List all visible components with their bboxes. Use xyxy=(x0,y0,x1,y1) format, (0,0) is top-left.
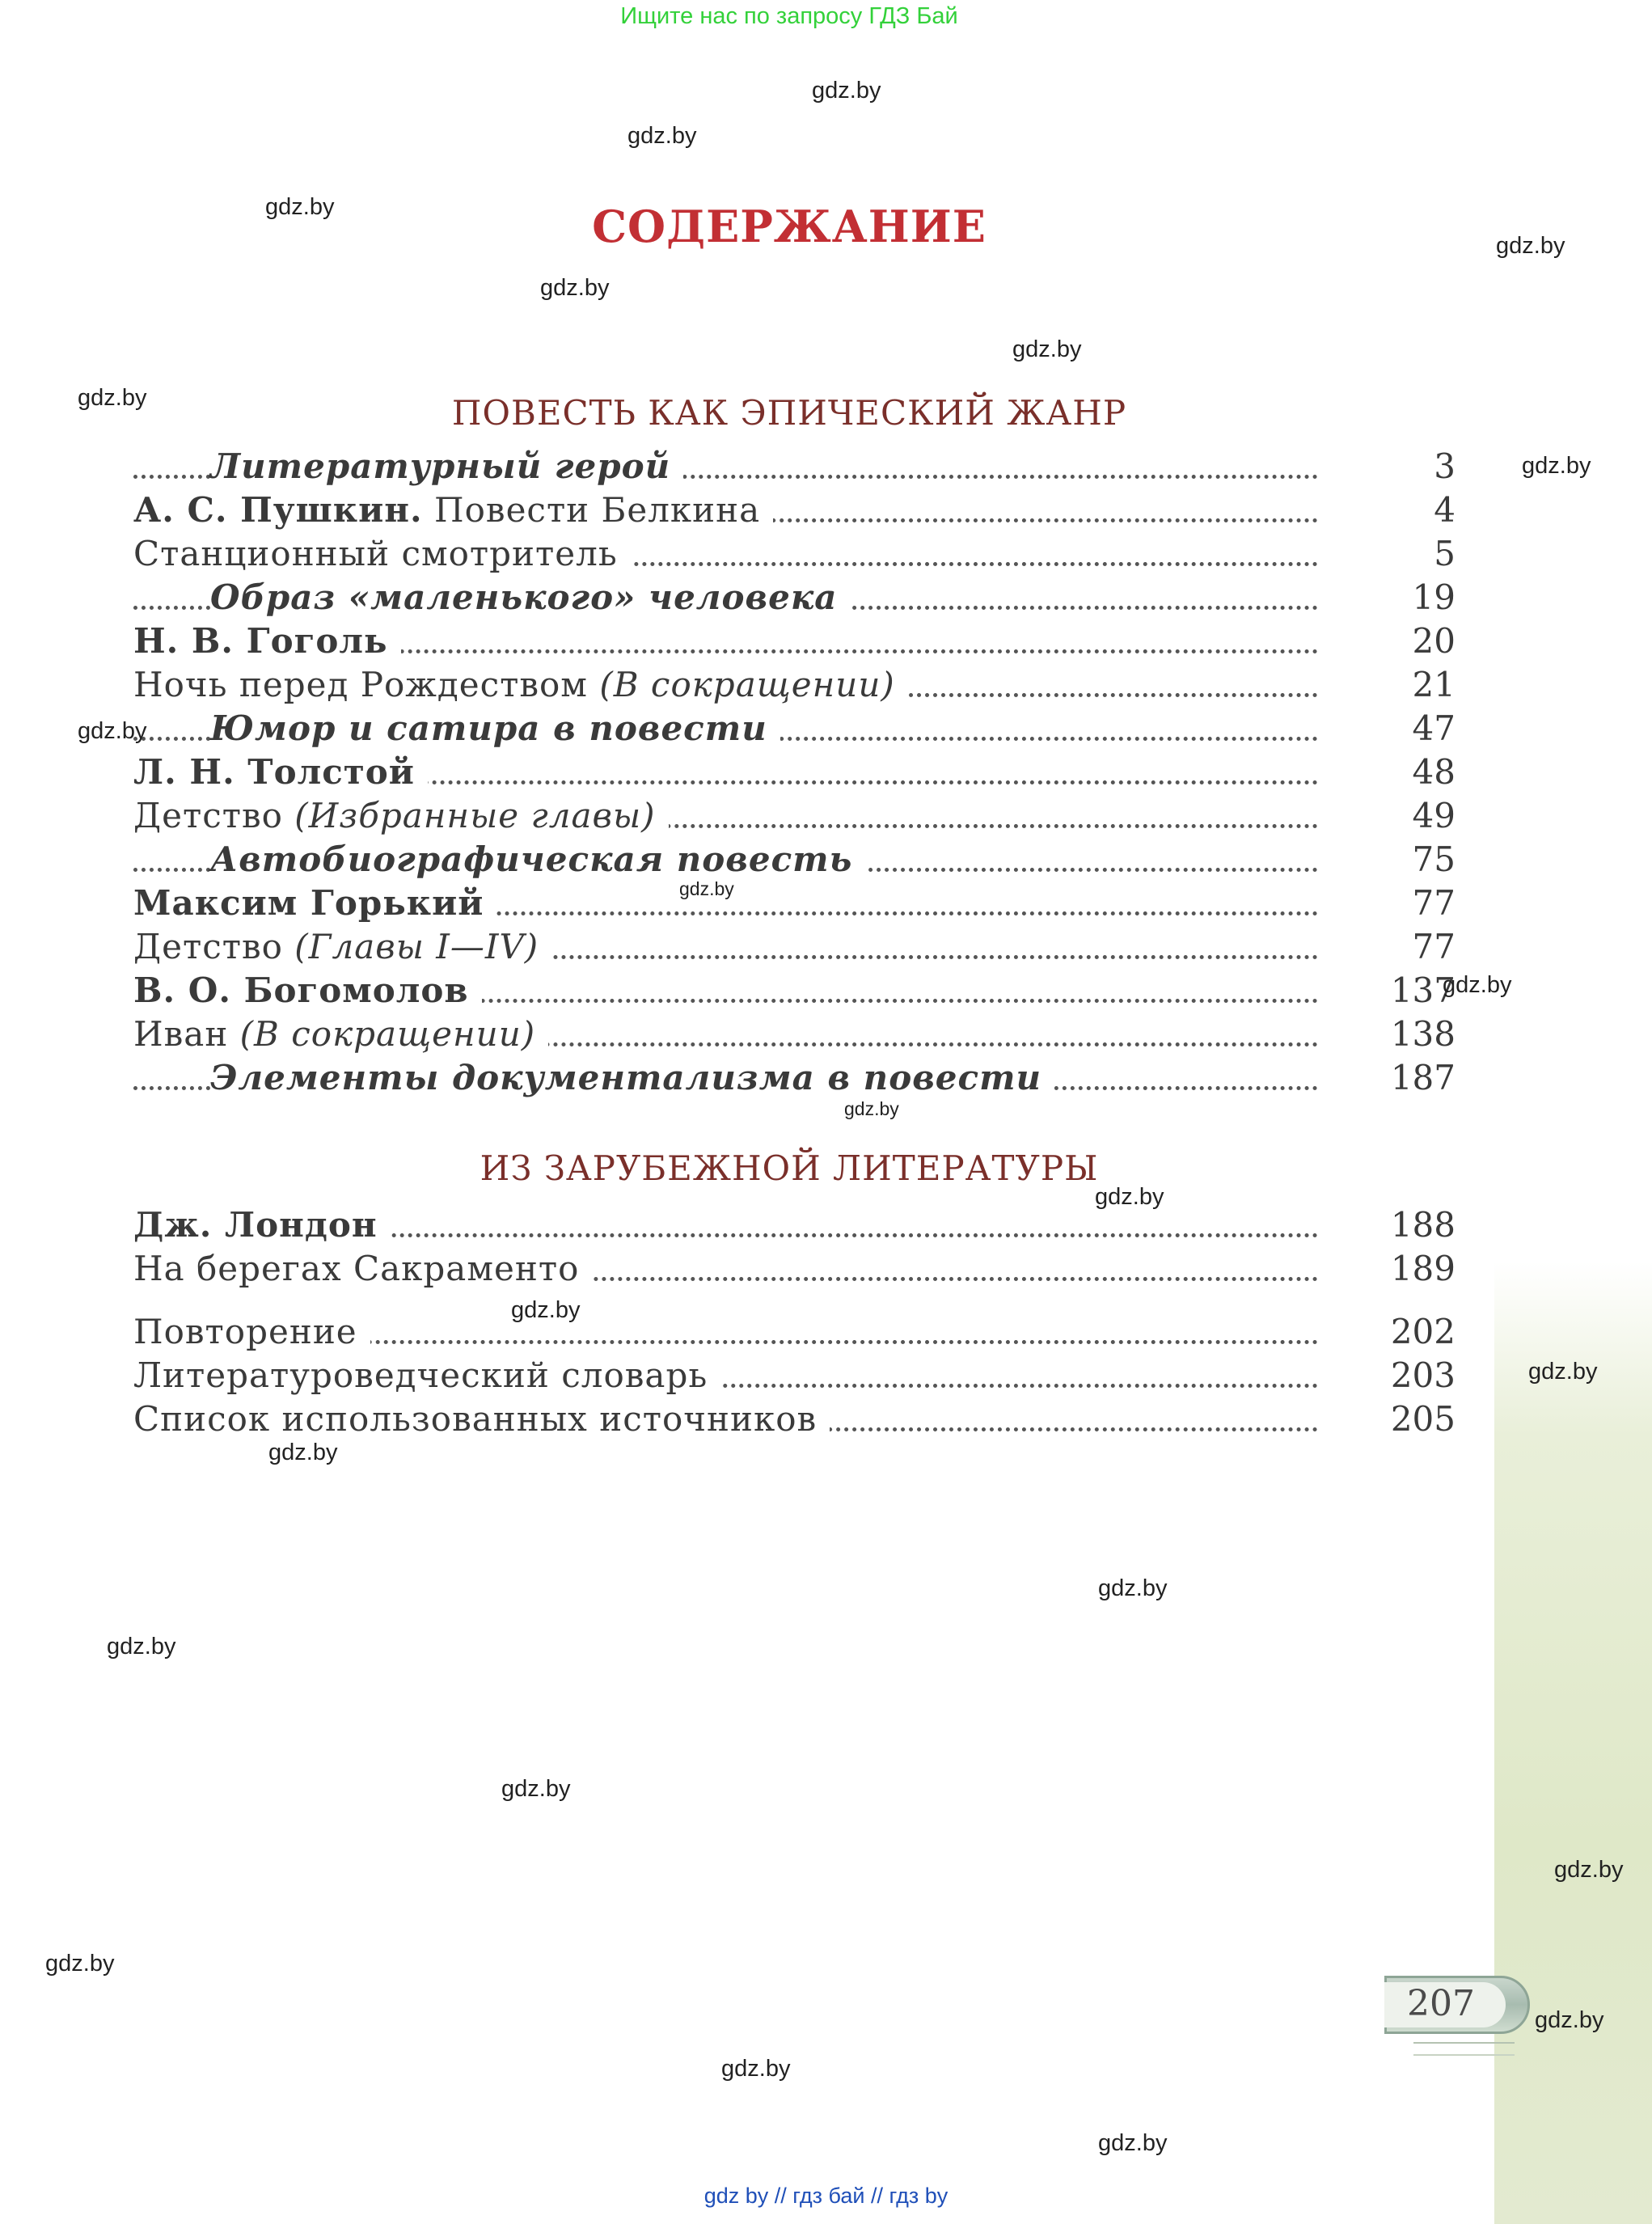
toc-entry[interactable] xyxy=(133,445,1456,488)
toc-entry[interactable] xyxy=(133,1056,1456,1100)
work-title: Повести Белкина xyxy=(422,490,761,530)
toc-entry-page: 203 xyxy=(1390,1355,1456,1395)
toc-entry[interactable] xyxy=(133,1310,1456,1354)
toc-entry[interactable] xyxy=(133,619,1456,663)
toc-entry[interactable] xyxy=(133,925,1456,969)
author-name: А. С. Пушкин. xyxy=(133,490,423,530)
toc-entry-title: Дж. Лондон xyxy=(133,1203,391,1247)
watermark: gdz.by xyxy=(1098,2130,1168,2156)
toc-entry[interactable] xyxy=(133,794,1456,838)
decorative-line xyxy=(1413,2054,1515,2056)
watermark: gdz.by xyxy=(45,1951,115,1977)
work-title: Детство xyxy=(133,927,283,966)
toc-entry[interactable] xyxy=(133,488,1456,532)
toc-entry-title: Л. Н. Толстой xyxy=(133,750,428,794)
section-title-2: ИЗ ЗАРУБЕЖНОЙ ЛИТЕРАТУРЫ xyxy=(480,1148,1099,1188)
work-note: (В сокращении) xyxy=(228,1014,536,1054)
toc-entry-title: Станционный смотритель xyxy=(133,532,631,576)
watermark: gdz.by xyxy=(268,1440,338,1465)
toc-entry-page: 138 xyxy=(1390,1014,1456,1054)
work-title: Ночь перед Рождеством xyxy=(133,665,588,704)
toc-entry-page: 5 xyxy=(1434,534,1456,573)
toc-entry-title: Юмор и сатира в повести xyxy=(210,707,780,750)
toc-entry[interactable] xyxy=(133,882,1456,925)
header-link[interactable]: Ищите нас по запросу ГДЗ Бай xyxy=(620,3,958,29)
work-title: Детство xyxy=(133,796,283,835)
toc-entry[interactable] xyxy=(133,532,1456,576)
watermark: gdz.by xyxy=(679,878,734,899)
toc-entry[interactable] xyxy=(133,1203,1456,1247)
work-note: (В сокращении) xyxy=(587,665,895,704)
watermark: gdz.by xyxy=(1095,1184,1164,1210)
watermark: gdz.by xyxy=(1528,1359,1598,1385)
toc-entry-title: Литературный герой xyxy=(210,445,683,488)
toc-entry[interactable] xyxy=(133,1354,1456,1397)
toc-entry-page: 21 xyxy=(1412,665,1456,704)
toc-entry-title xyxy=(133,794,669,838)
toc-entry[interactable] xyxy=(133,969,1456,1013)
toc-entry-page: 49 xyxy=(1412,796,1456,835)
watermark: gdz.by xyxy=(1098,1575,1168,1601)
watermark: gdz.by xyxy=(511,1297,581,1323)
toc-entry-page: 75 xyxy=(1412,839,1456,879)
watermark: gdz.by xyxy=(844,1098,899,1119)
toc-entry-page: 19 xyxy=(1412,577,1456,617)
watermark: gdz.by xyxy=(812,78,881,104)
toc-entry-title xyxy=(133,488,773,532)
toc-entry-title: В. О. Богомолов xyxy=(133,969,482,1013)
toc-entry[interactable] xyxy=(133,1397,1456,1441)
toc-entry-title xyxy=(133,663,908,707)
toc-entry-page: 187 xyxy=(1390,1058,1456,1097)
toc-entry-title: Максим Горький xyxy=(133,882,496,925)
watermark: gdz.by xyxy=(1522,453,1591,479)
toc-entry[interactable] xyxy=(133,707,1456,750)
toc-entry-title: Автобиографическая повесть xyxy=(210,838,865,882)
toc-entry-page: 188 xyxy=(1390,1205,1456,1245)
watermark: gdz.by xyxy=(1443,972,1512,998)
toc-entry-title: Список использованных источников xyxy=(133,1397,830,1441)
watermark: gdz.by xyxy=(107,1634,176,1660)
toc-entry-title: Н. В. Гоголь xyxy=(133,619,401,663)
watermark: gdz.by xyxy=(721,2056,791,2082)
watermark: gdz.by xyxy=(1554,1857,1624,1883)
page-number: 207 xyxy=(1407,1983,1475,2024)
toc-entry-title: Литературоведческий словарь xyxy=(133,1354,720,1397)
toc-entry-title xyxy=(133,1013,548,1056)
watermark: gdz.by xyxy=(627,123,697,149)
watermark: gdz.by xyxy=(1012,336,1082,362)
toc-entry-page: 77 xyxy=(1412,883,1456,923)
toc-entry-page: 202 xyxy=(1390,1312,1456,1351)
toc-entry[interactable] xyxy=(133,1247,1456,1291)
toc-entry[interactable] xyxy=(133,663,1456,707)
toc-entry-page: 137 xyxy=(1390,970,1456,1010)
toc-entry-page: 189 xyxy=(1390,1249,1456,1288)
watermark: gdz.by xyxy=(540,275,610,301)
toc-entry-title xyxy=(133,925,551,969)
watermark: gdz.by xyxy=(501,1776,571,1802)
toc-entry[interactable] xyxy=(133,576,1456,619)
toc-entry-title: На берегах Сакраменто xyxy=(133,1247,592,1291)
work-title: Иван xyxy=(133,1014,229,1054)
work-note: (Избранные главы) xyxy=(282,796,656,835)
decorative-side-strip xyxy=(1494,1262,1652,2224)
footer-link[interactable]: gdz by // гдз бай // гдз by xyxy=(703,2184,949,2208)
toc-entry-title: Повторение xyxy=(133,1310,370,1354)
toc-entry-title: Образ «маленького» человека xyxy=(210,576,851,619)
toc-entry-page: 20 xyxy=(1412,621,1456,661)
section-title-1: ПОВЕСТЬ КАК ЭПИЧЕСКИЙ ЖАНР xyxy=(451,393,1127,433)
watermark: gdz.by xyxy=(1535,2007,1604,2033)
toc-entry-page: 205 xyxy=(1390,1399,1456,1439)
watermark: gdz.by xyxy=(1496,233,1565,259)
toc-entry-page: 3 xyxy=(1434,446,1456,486)
decorative-line xyxy=(1413,2042,1515,2044)
toc-entry-page: 47 xyxy=(1412,708,1456,748)
toc-entry[interactable] xyxy=(133,1013,1456,1056)
toc-entry[interactable] xyxy=(133,838,1456,882)
watermark: gdz.by xyxy=(78,718,147,744)
work-note: (Главы I—IV) xyxy=(282,927,539,966)
toc-entry[interactable] xyxy=(133,750,1456,794)
toc-entry-page: 4 xyxy=(1434,490,1456,530)
toc-entry-page: 48 xyxy=(1412,752,1456,792)
toc-entry-page: 77 xyxy=(1412,927,1456,966)
watermark: gdz.by xyxy=(78,385,147,411)
toc-entry-title: Элементы документализма в повести xyxy=(210,1056,1054,1100)
watermark: gdz.by xyxy=(265,194,335,220)
page-title: СОДЕРЖАНИЕ xyxy=(592,201,987,252)
